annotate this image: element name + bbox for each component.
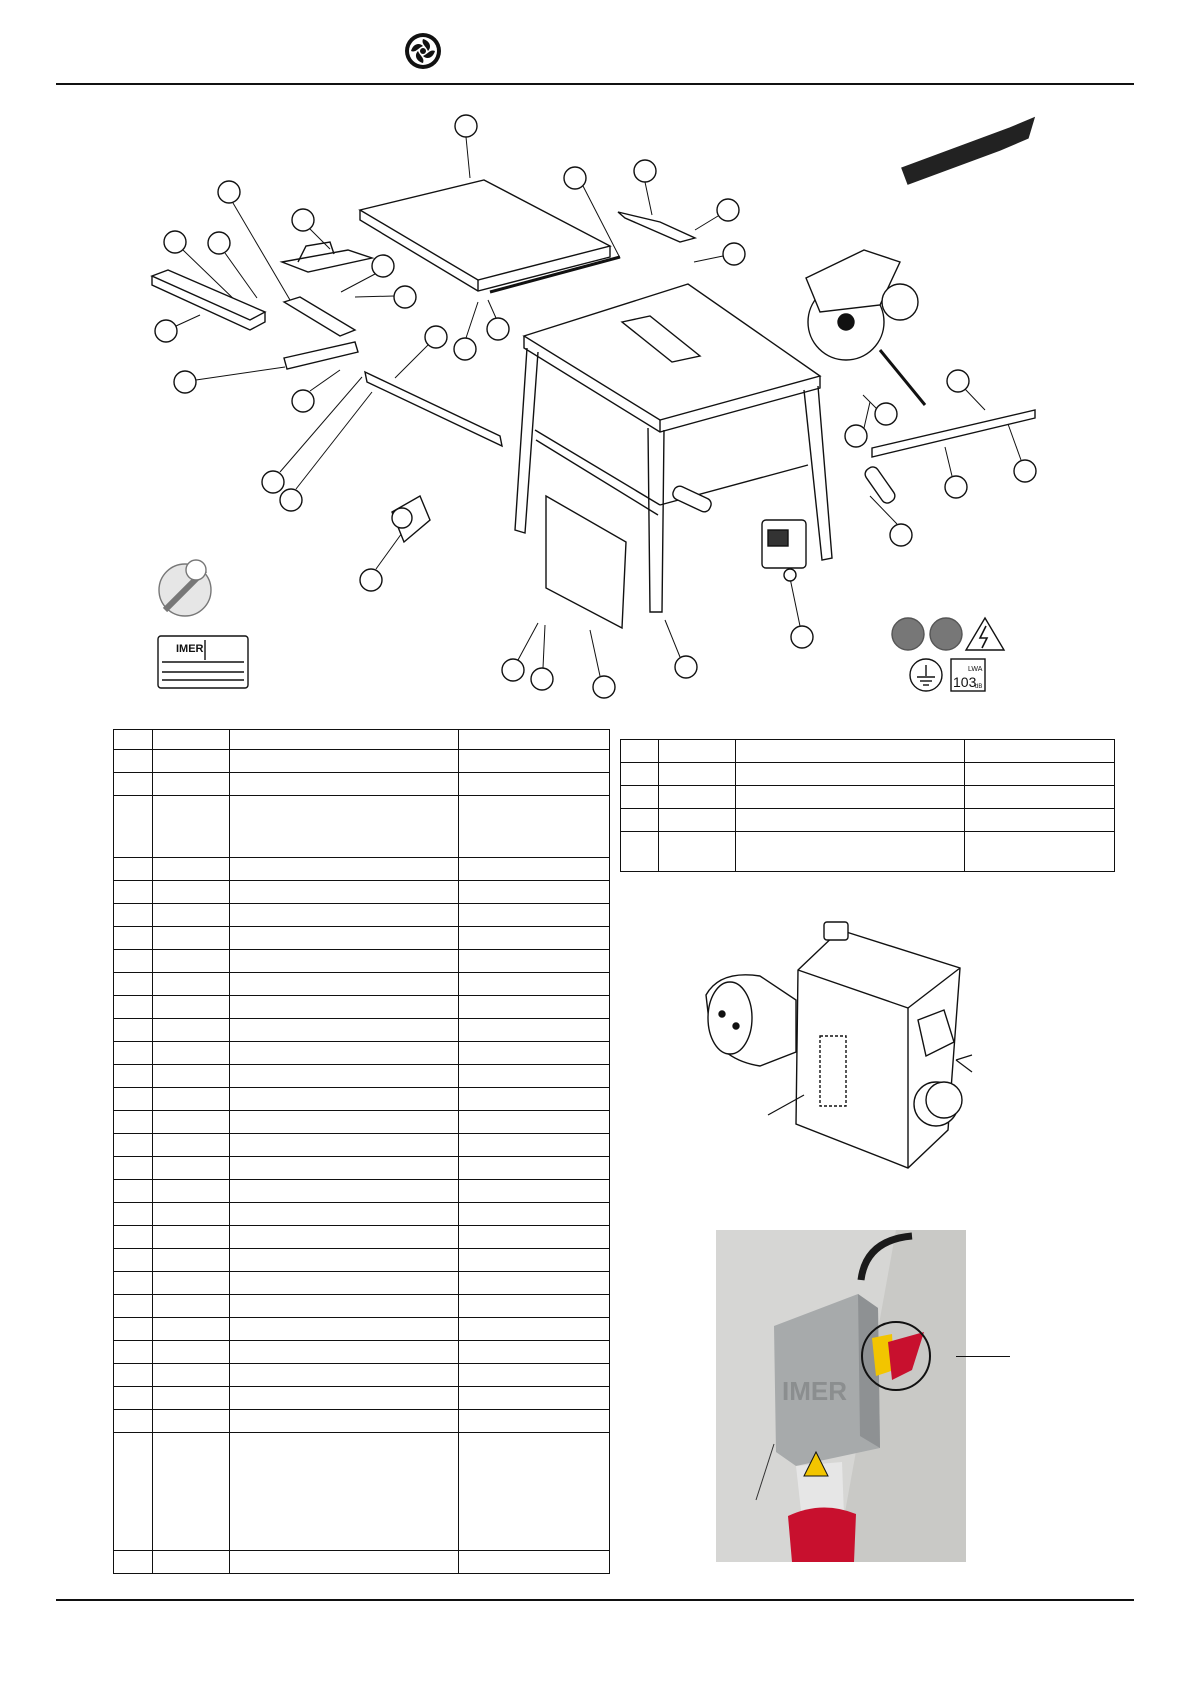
right-table-cell xyxy=(659,786,736,809)
left-table-cell xyxy=(230,858,459,881)
left-table-cell xyxy=(114,1318,153,1341)
left-table-cell xyxy=(230,730,459,750)
left-table-cell xyxy=(459,1433,610,1551)
left-table-cell xyxy=(153,796,230,858)
left-table-cell xyxy=(114,858,153,881)
left-table-cell xyxy=(153,1410,230,1433)
left-table-cell xyxy=(153,1180,230,1203)
right-table-cell xyxy=(621,763,659,786)
left-table-cell xyxy=(230,1410,459,1433)
left-table-row xyxy=(114,1019,610,1042)
left-table-cell xyxy=(153,996,230,1019)
left-table-row xyxy=(114,950,610,973)
left-table-cell xyxy=(114,730,153,750)
left-table-cell xyxy=(230,773,459,796)
side-panel-shape xyxy=(546,496,626,628)
left-table-cell xyxy=(114,1203,153,1226)
left-table-cell xyxy=(114,973,153,996)
left-table-row xyxy=(114,858,610,881)
saw-head-motor-shape xyxy=(806,250,925,405)
left-table-cell xyxy=(459,1019,610,1042)
left-table-cell xyxy=(153,1387,230,1410)
left-table-cell xyxy=(459,1203,610,1226)
left-table-cell xyxy=(230,1433,459,1551)
left-table-cell xyxy=(153,858,230,881)
right-table-cell xyxy=(965,809,1115,832)
left-table-cell xyxy=(230,1065,459,1088)
left-table-cell xyxy=(459,973,610,996)
left-table-row xyxy=(114,927,610,950)
left-table-cell xyxy=(114,1065,153,1088)
left-table-cell xyxy=(153,1065,230,1088)
parts-table-left-body xyxy=(114,730,610,1574)
left-table-cell xyxy=(459,730,610,750)
left-table-row xyxy=(114,1157,610,1180)
left-table-cell xyxy=(114,1180,153,1203)
left-table-cell xyxy=(459,858,610,881)
left-table-cell xyxy=(153,1134,230,1157)
left-table-cell xyxy=(153,1019,230,1042)
left-table-cell xyxy=(459,950,610,973)
sound-label-value: 103 xyxy=(953,674,977,690)
right-table-row xyxy=(621,809,1115,832)
left-table-cell xyxy=(230,1019,459,1042)
left-table-cell xyxy=(230,950,459,973)
left-table-cell xyxy=(459,1088,610,1111)
left-table-cell xyxy=(459,1387,610,1410)
left-table-cell xyxy=(114,1410,153,1433)
left-table-row xyxy=(114,996,610,1019)
left-table-cell xyxy=(153,904,230,927)
bracket-shape xyxy=(902,118,1034,184)
rating-plate-brand-text: IMER xyxy=(176,643,204,655)
left-table-cell xyxy=(153,1341,230,1364)
right-table-cell xyxy=(965,786,1115,809)
left-table-cell xyxy=(153,730,230,750)
left-table-cell xyxy=(153,773,230,796)
right-table-row xyxy=(621,832,1115,872)
left-table-cell xyxy=(459,1295,610,1318)
parts-table-left xyxy=(113,729,610,1574)
switch-box-drawing xyxy=(700,910,980,1180)
left-table-cell xyxy=(459,1318,610,1341)
left-table-cell xyxy=(153,881,230,904)
left-table-cell xyxy=(114,1111,153,1134)
right-table-cell xyxy=(659,740,736,763)
left-table-row xyxy=(114,1042,610,1065)
left-table-cell xyxy=(114,1295,153,1318)
footer-rule xyxy=(56,1599,1134,1601)
left-table-row xyxy=(114,1551,610,1574)
left-table-row xyxy=(114,1088,610,1111)
left-table-row xyxy=(114,1111,610,1134)
photo-callout-line xyxy=(956,1356,1010,1357)
sound-label-prefix: LWA xyxy=(968,666,983,673)
wheel-bracket-shape xyxy=(392,496,430,542)
left-table-cell xyxy=(153,1157,230,1180)
left-table-row xyxy=(114,881,610,904)
left-table-cell xyxy=(459,904,610,927)
left-table-cell xyxy=(230,1226,459,1249)
left-table-cell xyxy=(459,1410,610,1433)
left-table-cell xyxy=(114,904,153,927)
left-table-row xyxy=(114,750,610,773)
left-table-cell xyxy=(114,1249,153,1272)
left-table-row xyxy=(114,1065,610,1088)
left-table-cell xyxy=(459,1134,610,1157)
left-table-cell xyxy=(230,1088,459,1111)
right-table-cell xyxy=(736,740,965,763)
lock-pin-shape xyxy=(159,560,211,616)
left-table-cell xyxy=(114,927,153,950)
left-table-cell xyxy=(114,1433,153,1551)
left-table-cell xyxy=(459,773,610,796)
left-table-cell xyxy=(114,1341,153,1364)
sound-label-unit: dB xyxy=(975,684,983,690)
left-table-row xyxy=(114,1134,610,1157)
right-table-cell xyxy=(659,809,736,832)
left-table-row xyxy=(114,796,610,858)
left-table-cell xyxy=(153,1318,230,1341)
left-table-cell xyxy=(114,773,153,796)
left-table-cell xyxy=(459,996,610,1019)
left-table-cell xyxy=(114,996,153,1019)
safety-icons xyxy=(892,618,1004,691)
right-table-cell xyxy=(965,740,1115,763)
left-table-cell xyxy=(230,1272,459,1295)
left-table-cell xyxy=(459,1272,610,1295)
left-table-cell xyxy=(230,1180,459,1203)
left-table-cell xyxy=(459,1157,610,1180)
left-table-cell xyxy=(230,996,459,1019)
left-table-cell xyxy=(153,1042,230,1065)
handle-bar-shape xyxy=(282,250,372,272)
right-table-cell xyxy=(621,809,659,832)
left-table-row xyxy=(114,973,610,996)
left-table-cell xyxy=(230,796,459,858)
table-top-shape xyxy=(360,180,610,280)
left-table-cell xyxy=(114,881,153,904)
left-table-cell xyxy=(153,1433,230,1551)
left-table-cell xyxy=(230,1157,459,1180)
left-table-cell xyxy=(459,1180,610,1203)
right-table-cell xyxy=(621,832,659,872)
left-table-cell xyxy=(114,1042,153,1065)
left-table-cell xyxy=(230,1203,459,1226)
left-table-cell xyxy=(153,1088,230,1111)
left-table-cell xyxy=(230,1042,459,1065)
left-table-cell xyxy=(459,1364,610,1387)
left-table-row xyxy=(114,1295,610,1318)
left-table-cell xyxy=(153,1111,230,1134)
left-table-cell xyxy=(459,881,610,904)
right-table-cell xyxy=(659,832,736,872)
left-table-cell xyxy=(230,973,459,996)
left-table-cell xyxy=(114,1226,153,1249)
left-table-cell xyxy=(153,1551,230,1574)
left-table-cell xyxy=(459,1226,610,1249)
left-table-cell xyxy=(459,1249,610,1272)
left-table-cell xyxy=(153,750,230,773)
left-table-cell xyxy=(230,1318,459,1341)
exploded-parts-diagram xyxy=(0,0,1191,720)
left-table-row xyxy=(114,1387,610,1410)
right-table-cell xyxy=(621,786,659,809)
left-table-cell xyxy=(153,1364,230,1387)
right-table-row xyxy=(621,740,1115,763)
switch-photo xyxy=(716,1230,966,1562)
left-table-cell xyxy=(459,1042,610,1065)
left-table-cell xyxy=(230,1111,459,1134)
left-table-row xyxy=(114,730,610,750)
left-table-cell xyxy=(153,1295,230,1318)
left-table-row xyxy=(114,1180,610,1203)
right-table-cell xyxy=(621,740,659,763)
left-table-cell xyxy=(459,1111,610,1134)
photo-brand-text: IMER xyxy=(782,1376,847,1406)
left-table-cell xyxy=(230,1387,459,1410)
left-table-cell xyxy=(459,750,610,773)
left-table-cell xyxy=(230,927,459,950)
left-table-cell xyxy=(114,1157,153,1180)
left-table-cell xyxy=(459,1551,610,1574)
left-table-cell xyxy=(153,973,230,996)
left-table-row xyxy=(114,1433,610,1551)
left-table-cell xyxy=(230,904,459,927)
left-table-cell xyxy=(114,1134,153,1157)
right-table-cell xyxy=(965,763,1115,786)
right-table-cell xyxy=(736,809,965,832)
left-table-row xyxy=(114,1272,610,1295)
left-table-row xyxy=(114,1341,610,1364)
left-table-cell xyxy=(230,1295,459,1318)
switch-box-shape xyxy=(762,520,806,581)
left-table-cell xyxy=(230,1551,459,1574)
right-table-cell xyxy=(965,832,1115,872)
left-table-cell xyxy=(114,950,153,973)
left-table-cell xyxy=(230,1134,459,1157)
left-table-cell xyxy=(114,1019,153,1042)
left-table-row xyxy=(114,1364,610,1387)
left-table-cell xyxy=(459,927,610,950)
left-table-cell xyxy=(153,1249,230,1272)
right-table-row xyxy=(621,763,1115,786)
right-table-row xyxy=(621,786,1115,809)
left-table-row xyxy=(114,904,610,927)
left-table-row xyxy=(114,1410,610,1433)
left-table-cell xyxy=(114,750,153,773)
left-table-cell xyxy=(153,927,230,950)
left-table-cell xyxy=(230,750,459,773)
left-table-row xyxy=(114,1203,610,1226)
left-table-cell xyxy=(459,1065,610,1088)
left-table-cell xyxy=(153,950,230,973)
left-table-cell xyxy=(153,1226,230,1249)
left-table-cell xyxy=(153,1203,230,1226)
left-table-cell xyxy=(114,1364,153,1387)
right-table-cell xyxy=(659,763,736,786)
left-table-cell xyxy=(114,1088,153,1111)
left-table-cell xyxy=(459,796,610,858)
left-table-row xyxy=(114,773,610,796)
left-table-cell xyxy=(230,1341,459,1364)
left-table-row xyxy=(114,1318,610,1341)
parts-table-right-body xyxy=(621,740,1115,872)
left-table-cell xyxy=(114,1387,153,1410)
left-table-cell xyxy=(230,1249,459,1272)
right-table-cell xyxy=(736,832,965,872)
left-table-cell xyxy=(230,881,459,904)
left-table-cell xyxy=(459,1341,610,1364)
left-table-row xyxy=(114,1249,610,1272)
left-table-cell xyxy=(230,1364,459,1387)
right-table-cell xyxy=(736,763,965,786)
left-table-cell xyxy=(153,1272,230,1295)
left-table-cell xyxy=(114,1551,153,1574)
left-table-cell xyxy=(114,796,153,858)
parts-table-right xyxy=(620,739,1115,872)
left-table-cell xyxy=(114,1272,153,1295)
side-extension-shape xyxy=(152,270,265,320)
left-table-row xyxy=(114,1226,610,1249)
right-table-cell xyxy=(736,786,965,809)
